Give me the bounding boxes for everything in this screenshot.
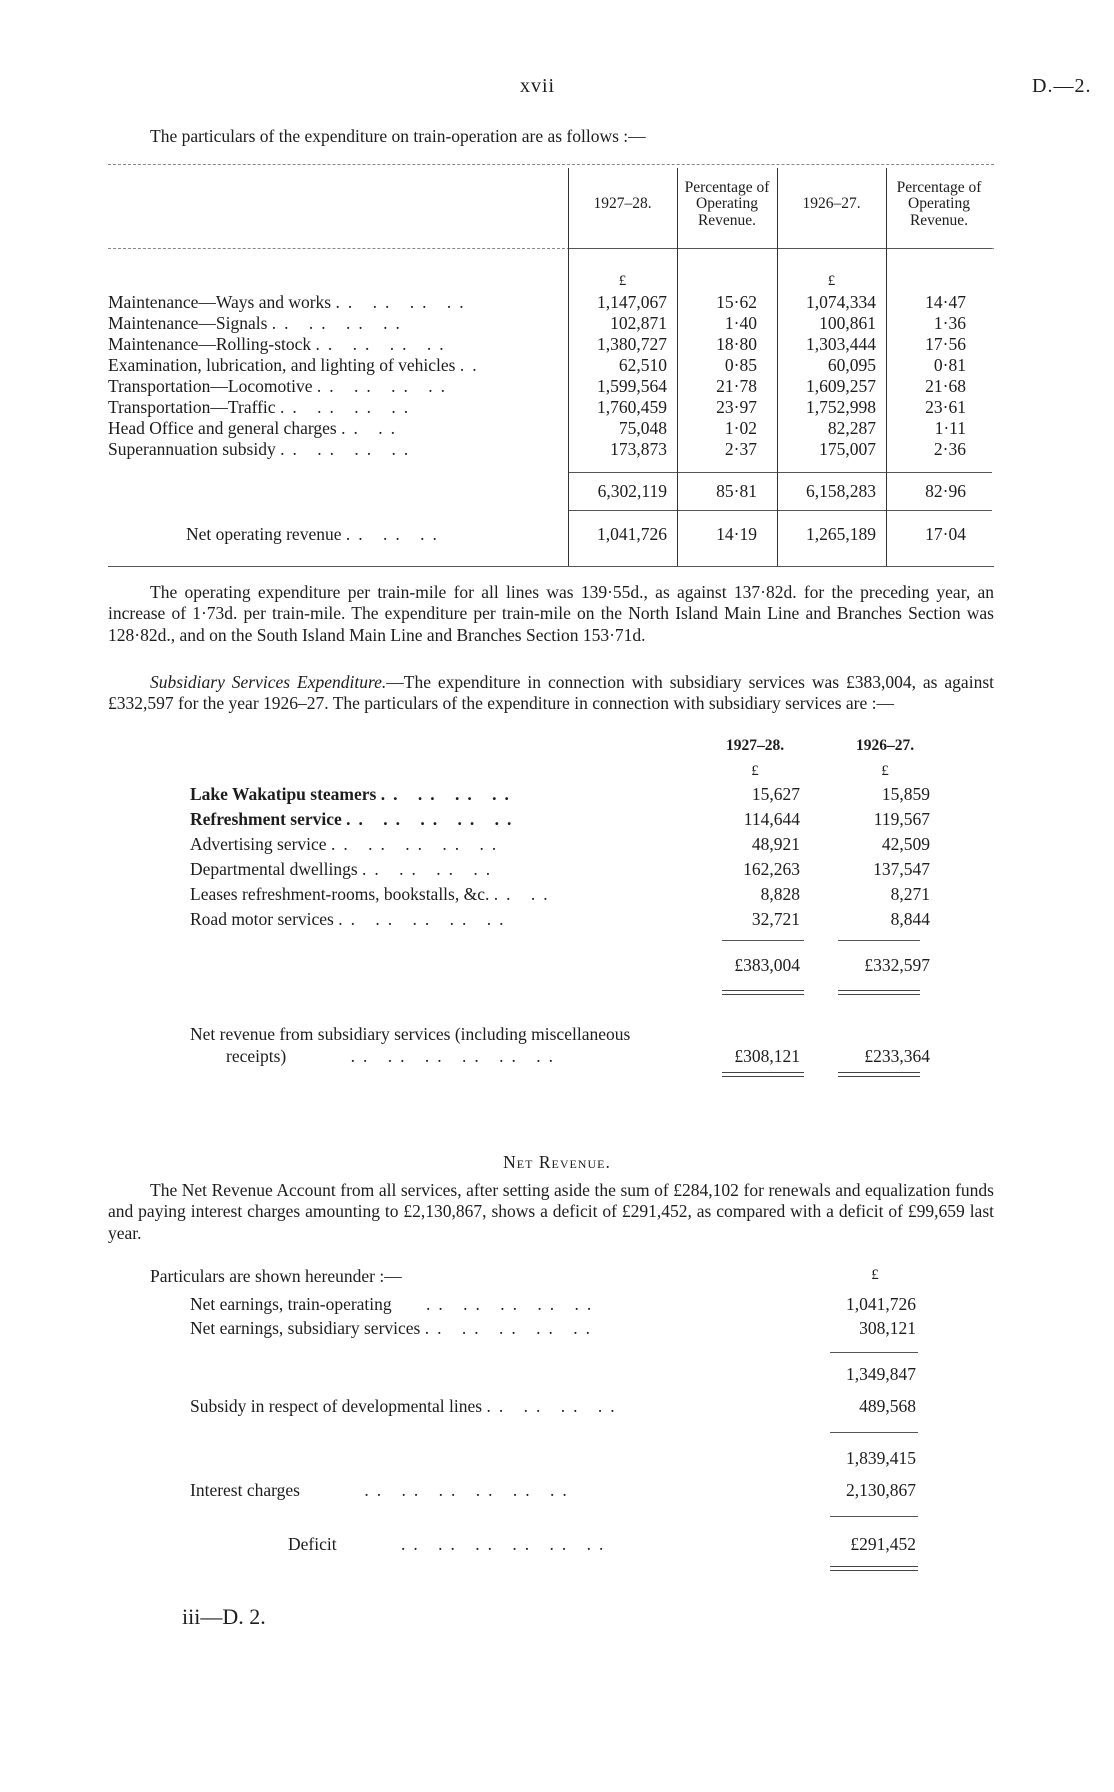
total-1926: 6,158,283 [806, 481, 876, 501]
currency-symbol: £ [881, 763, 889, 779]
table1-intro: The particulars of the expenditure on train-operation are as follows :— [150, 126, 646, 146]
row-label: Refreshment service .. .. .. .. .. [190, 809, 520, 829]
col-header-1926: 1926–27. [855, 737, 915, 754]
total-rule [722, 940, 804, 941]
row-label: Maintenance—Ways and works .. .. .. .. [108, 292, 472, 312]
percent-1927: 15·62 [716, 292, 757, 312]
percent-1926: 14·47 [925, 292, 966, 312]
value-1927: 1,599,564 [597, 376, 667, 396]
value-1926: 60,095 [827, 355, 876, 375]
net-1926: 1,265,189 [806, 524, 876, 544]
value: 489,568 [859, 1396, 916, 1416]
total-pct-1927: 85·81 [716, 481, 757, 501]
row-label: Transportation—Locomotive .. .. .. .. [108, 376, 453, 396]
row-label: Departmental dwellings .. .. .. .. [190, 859, 499, 879]
value-1926: 8,844 [890, 909, 930, 929]
net-1926: £233,364 [864, 1046, 930, 1066]
currency-symbol: £ [871, 1267, 879, 1283]
net-1927: £308,121 [734, 1046, 800, 1066]
net-revenue-paragraph: The Net Revenue Account from all services, after setting aside the sum of £284,102 for renewals and equalization funds and paying interest charges amounting to £2,130,867, shows a deficit of £291,452, as compared with a deficit of £99,659 last year. [108, 1180, 994, 1243]
percent-1927: 2·37 [724, 439, 757, 459]
section-heading: Net Revenue. [503, 1152, 611, 1172]
page-signature: iii—D. 2. [182, 1604, 266, 1629]
subtotal-rule [830, 1516, 918, 1517]
row-label: Advertising service .. .. .. .. .. [190, 834, 505, 854]
col-header-1926: 1926–27. [802, 195, 861, 212]
currency-symbol: £ [751, 763, 759, 779]
percent-1927: 1·02 [724, 418, 757, 438]
percent-1927: 23·97 [716, 397, 757, 417]
row-label: Lake Wakatipu steamers .. .. .. .. [190, 784, 517, 804]
value-1927: 1,380,727 [597, 334, 667, 354]
table1-top-rule [108, 164, 994, 165]
subtotal-rule [830, 1432, 918, 1433]
subtotal-rule [830, 1352, 918, 1353]
col-header-1927: 1927–28. [725, 737, 785, 754]
value-1927: 1,147,067 [597, 292, 667, 312]
row-label: Leases refreshment-rooms, bookstalls, &c. .. .. [190, 884, 556, 904]
subtotal: 1,839,415 [846, 1448, 916, 1468]
row-label: Deficit .. .. .. .. .. .. [288, 1534, 612, 1554]
col-header-pct-1926: Percentage of Operating Revenue. [896, 179, 982, 229]
value-1927: 173,873 [610, 439, 667, 459]
value-1927: 15,627 [751, 784, 800, 804]
value-1926: 1,303,444 [806, 334, 876, 354]
net-pct-1927: 14·19 [716, 524, 757, 544]
value-1926: 42,509 [881, 834, 930, 854]
currency-symbol: £ [827, 273, 836, 289]
row-label: Examination, lubrication, and lighting of vehicles .. [108, 355, 485, 375]
table1-total-rule-bottom [568, 510, 992, 511]
double-rule [722, 990, 804, 995]
value-1926: 119,567 [873, 809, 930, 829]
percent-1927: 21·78 [716, 376, 757, 396]
total-1927: 6,302,119 [597, 481, 667, 501]
percent-1926: 17·56 [925, 334, 966, 354]
value-1926: 8,271 [890, 884, 930, 904]
double-rule [830, 1566, 918, 1571]
value-1926: 175,007 [819, 439, 876, 459]
value-1927: 48,921 [751, 834, 800, 854]
value: 1,041,726 [846, 1294, 916, 1314]
value: 2,130,867 [846, 1480, 916, 1500]
value-1926: 1,074,334 [806, 292, 876, 312]
net-1927: 1,041,726 [597, 524, 667, 544]
train-mile-paragraph: The operating expenditure per train-mile for all lines was 139·55d., as against 137·82d. for the preceding year, an increase of 1·73d. per train-mile. The expenditure per train-mile on the North Island Main Line and Branches Section was 128·82d., and on the South Island Main Line and Branches Section 153·71d. [108, 582, 994, 645]
percent-1926: 0·81 [933, 355, 966, 375]
row-label: Road motor services .. .. .. .. .. [190, 909, 512, 929]
percent-1926: 1·11 [934, 418, 966, 438]
value-1927: 114,644 [743, 809, 800, 829]
percent-1927: 18·80 [716, 334, 757, 354]
particulars-label: Particulars are shown hereunder :— [150, 1266, 402, 1286]
value-1927: 32,721 [751, 909, 800, 929]
total-rule [838, 940, 920, 941]
double-rule [838, 990, 920, 995]
value-1926: 15,859 [881, 784, 930, 804]
net-subsidiary-label: Net revenue from subsidiary services (including miscellaneous [190, 1024, 631, 1044]
value-1926: 1,752,998 [806, 397, 876, 417]
value: 308,121 [859, 1318, 916, 1338]
col-header-pct-1927: Percentage of Operating Revenue. [684, 179, 770, 229]
percent-1926: 23·61 [925, 397, 966, 417]
row-label: Net earnings, train-operating .. .. .. .. .. [190, 1294, 600, 1314]
percent-1926: 1·36 [933, 313, 966, 333]
row-label: Transportation—Traffic .. .. .. .. [108, 397, 417, 417]
value-1927: 75,048 [618, 418, 667, 438]
table1-total-rule-top [568, 472, 992, 473]
value-1927: 62,510 [618, 355, 667, 375]
percent-1926: 21·68 [925, 376, 966, 396]
col-header-1927: 1927–28. [593, 195, 652, 212]
net-subsidiary-label-cont: receipts) .. .. .. .. .. .. [226, 1046, 561, 1066]
value-1926: 100,861 [819, 313, 876, 333]
currency-symbol: £ [618, 273, 627, 289]
percent-1926: 2·36 [933, 439, 966, 459]
net-pct-1926: 17·04 [925, 524, 966, 544]
value-1927: 162,263 [743, 859, 800, 879]
table1-bottom-rule [108, 566, 994, 567]
percent-1927: 1·40 [724, 313, 757, 333]
percent-1927: 0·85 [724, 355, 757, 375]
total-pct-1926: 82·96 [925, 481, 966, 501]
subtotal: 1,349,847 [846, 1364, 916, 1384]
value-1926: 82,287 [827, 418, 876, 438]
value-1927: 1,760,459 [597, 397, 667, 417]
value-1927: 102,871 [610, 313, 667, 333]
double-rule [838, 1072, 920, 1077]
row-label: Maintenance—Rolling-stock .. .. .. .. [108, 334, 452, 354]
value-1926: 1,609,257 [806, 376, 876, 396]
deficit-value: £291,452 [850, 1534, 916, 1554]
double-rule [722, 1072, 804, 1077]
row-label: Net earnings, subsidiary services .. .. .. .. .. [190, 1318, 598, 1338]
row-label: Head Office and general charges .. .. [108, 418, 403, 438]
total-1927: £383,004 [734, 955, 800, 975]
subsidiary-heading: Subsidiary Services Expenditure. [150, 672, 387, 692]
document-reference: D.—2. [1032, 75, 1092, 97]
row-label: Maintenance—Signals .. .. .. .. [108, 313, 408, 333]
subsidiary-paragraph: Subsidiary Services Expenditure.—The expenditure in connection with subsidiary services was £383,004, as against £332,597 for the year 1926–27. The particulars of the expenditure in connection with subsidiary services are :— [108, 672, 994, 714]
row-label: Subsidy in respect of developmental lines .. .. .. .. [190, 1396, 623, 1416]
row-label: Net operating revenue .. .. .. [186, 524, 445, 544]
table1-header-rule-solid [568, 248, 992, 249]
value-1927: 8,828 [760, 884, 800, 904]
page-number: xvii [520, 75, 556, 97]
row-label: Superannuation subsidy .. .. .. .. [108, 439, 417, 459]
row-label: Interest charges .. .. .. .. .. .. [190, 1480, 575, 1500]
total-1926: £332,597 [864, 955, 930, 975]
value-1926: 137,547 [873, 859, 930, 879]
